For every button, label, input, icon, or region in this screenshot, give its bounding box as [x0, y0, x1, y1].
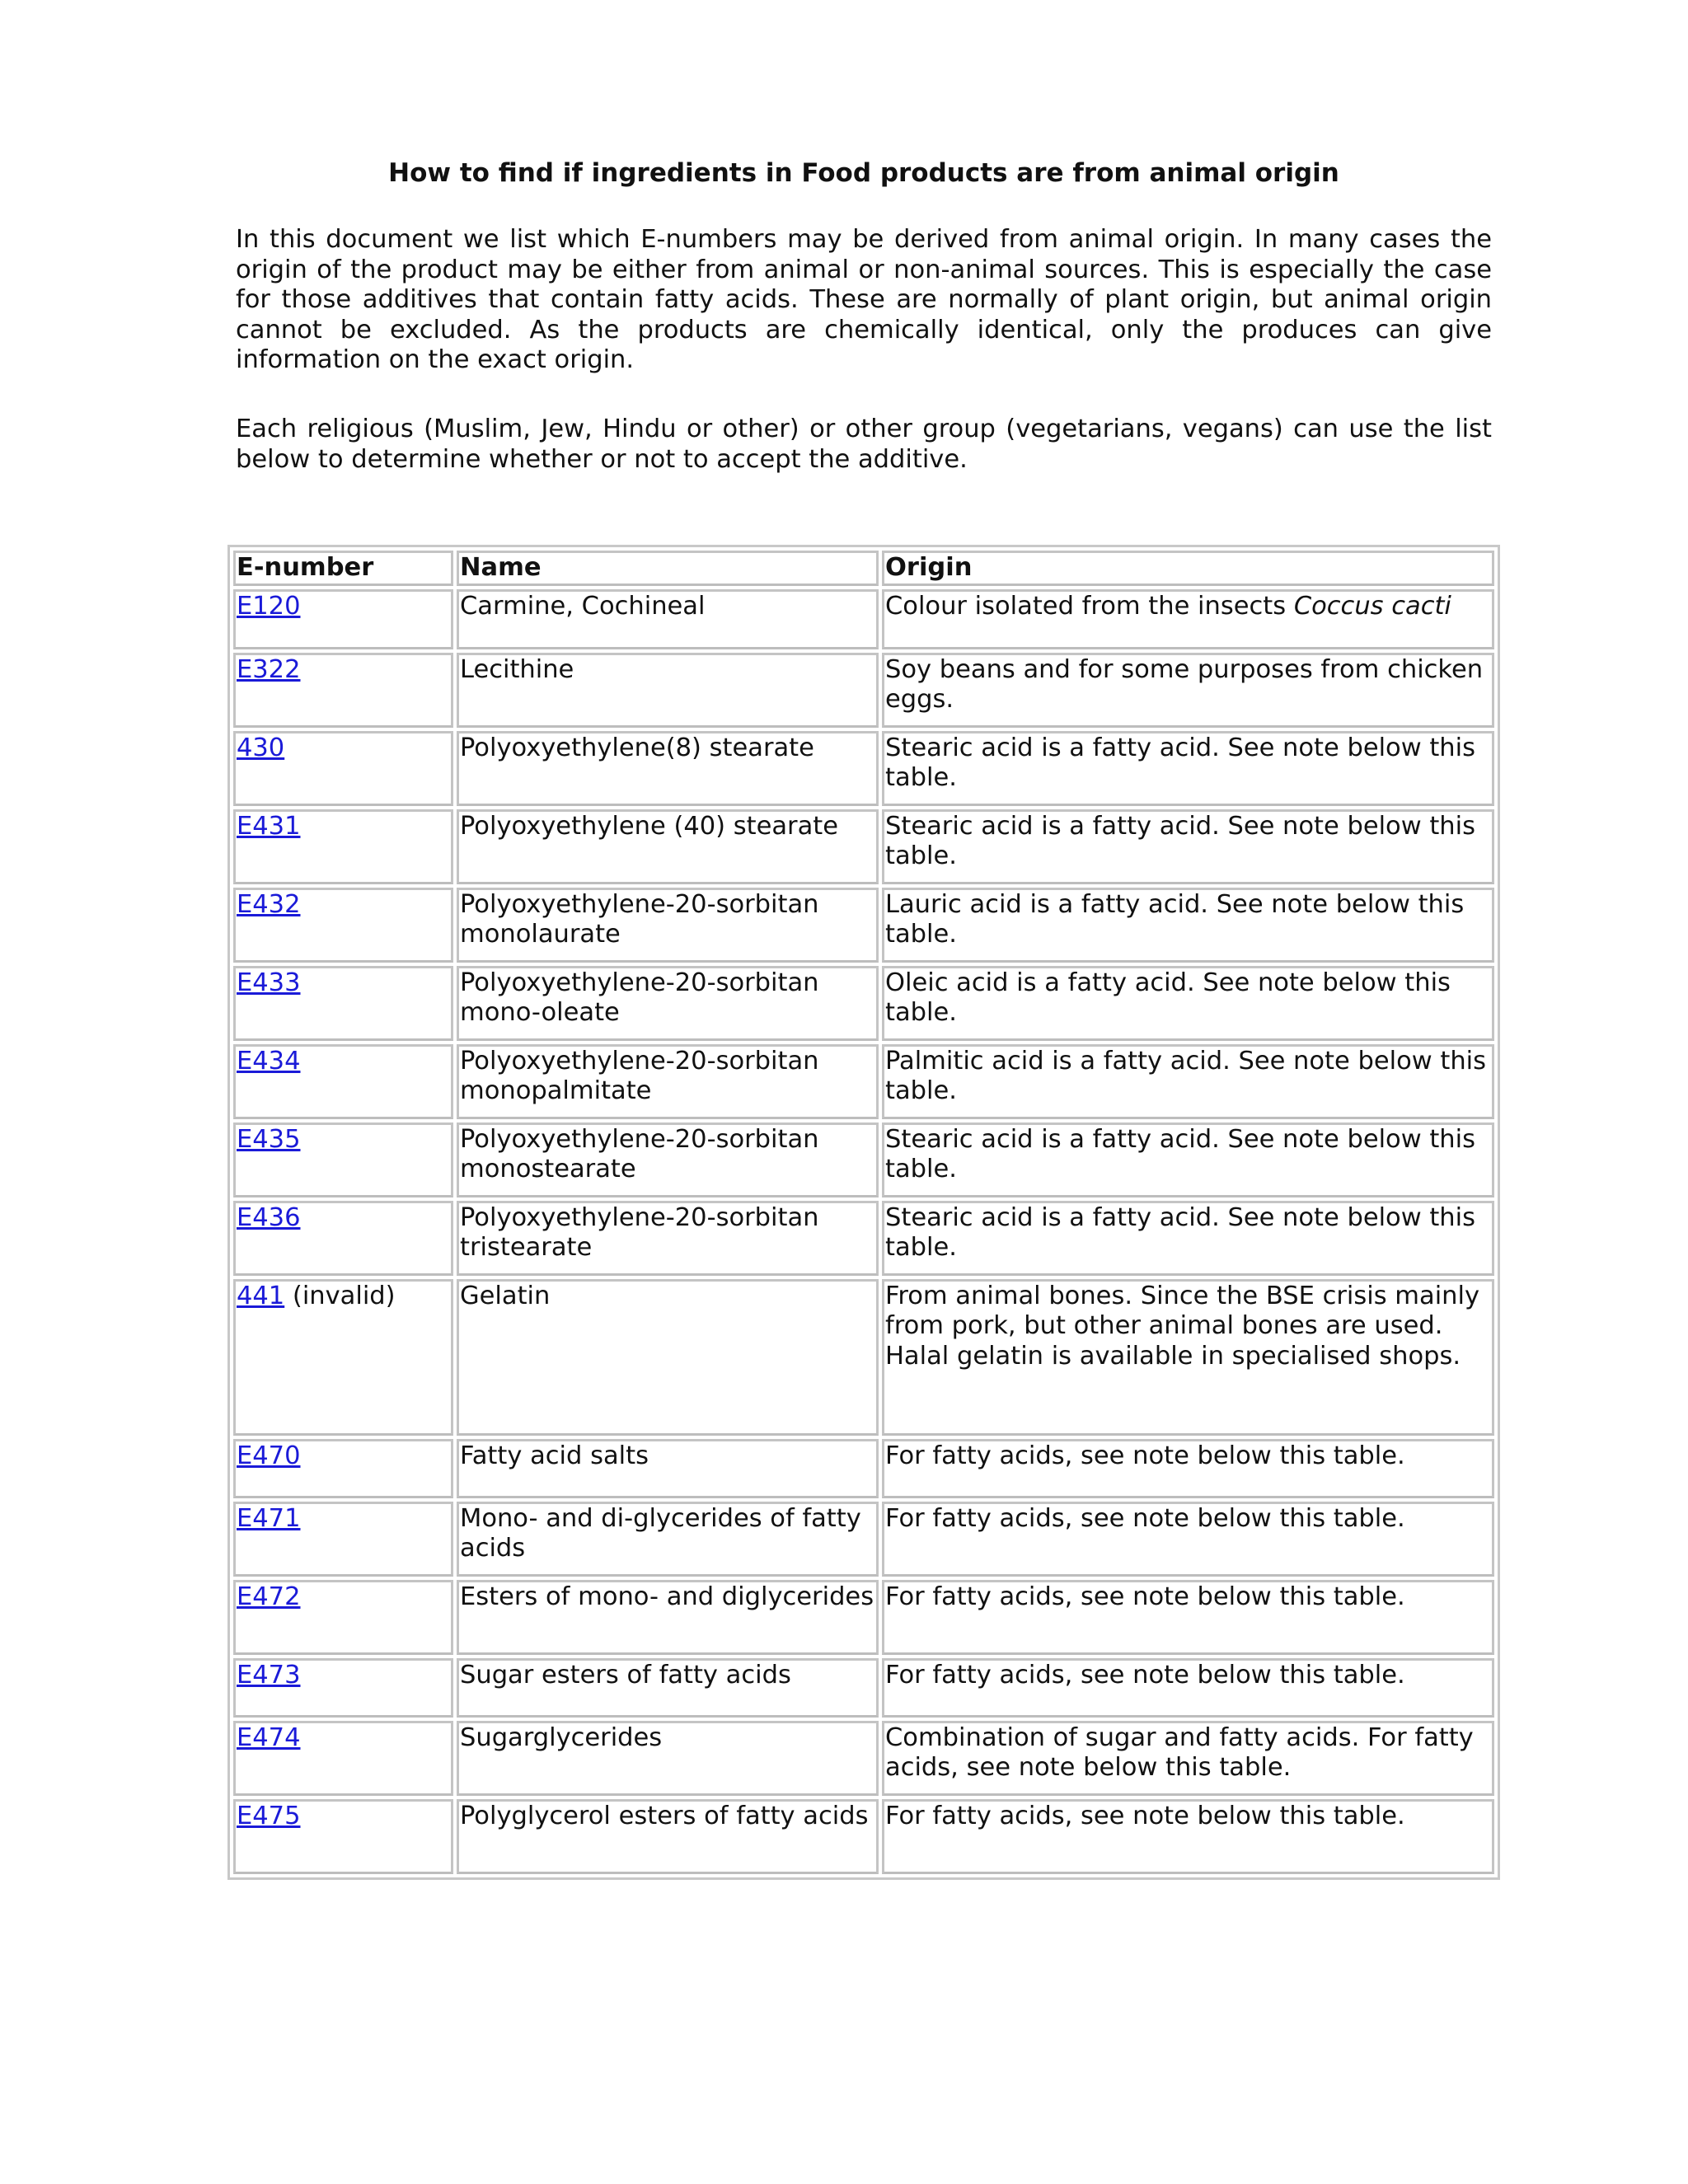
additive-name: Polyoxyethylene-20-sorbitan monopalmitate: [457, 1044, 879, 1119]
origin-cell: [882, 653, 1494, 728]
e-number-link[interactable]: E322: [237, 654, 301, 684]
additive-name: Mono- and di-glycerides of fatty acids: [457, 1502, 879, 1577]
e-number-link[interactable]: E436: [237, 1202, 301, 1232]
e-number-cell: [233, 1658, 453, 1718]
origin-text: Colour isolated from the insects: [885, 591, 1294, 621]
e-number-link[interactable]: E431: [237, 811, 301, 841]
intro-paragraph: In this document we list which E-numbers may be derived from animal origin. In many cases the origin of the product may be either from animal or non-animal sources. This is especially the case for those additives that contain fatty acids. These are normally of plant origin, but animal origin cannot be excluded. As the products are chemically identical, only the produces can give information on the exact origin.: [236, 225, 1492, 374]
additive-name: Carmine, Cochineal: [457, 589, 879, 649]
origin-cell: [882, 1580, 1494, 1655]
origin-text: For fatty acids, see note below this table.: [885, 1582, 1405, 1611]
additive-name: Polyoxyethylene-20-sorbitan monolaurate: [457, 888, 879, 963]
origin-text: For fatty acids, see note below this table.: [885, 1441, 1405, 1470]
additive-name: Polyglycerol esters of fatty acids: [457, 1799, 879, 1874]
origin-cell: [882, 1799, 1494, 1874]
e-number-cell: [233, 653, 453, 728]
e-number-link[interactable]: E471: [237, 1503, 301, 1533]
e-number-cell: [233, 1044, 453, 1119]
table-row: [233, 1044, 1494, 1119]
origin-cell: [882, 888, 1494, 963]
e-number-link[interactable]: E473: [237, 1660, 301, 1690]
origin-cell: [882, 1502, 1494, 1577]
additive-name: Sugar esters of fatty acids: [457, 1658, 879, 1718]
additive-name: Lecithine: [457, 653, 879, 728]
e-number-cell: [233, 1799, 453, 1874]
e-number-cell: [233, 966, 453, 1041]
e-number-cell: [233, 809, 453, 884]
e-number-link[interactable]: E120: [237, 591, 301, 621]
e-number-link[interactable]: E433: [237, 968, 301, 997]
additive-name: Sugarglycerides: [457, 1721, 879, 1796]
table-header-row: [233, 551, 1494, 586]
e-number-link[interactable]: E474: [237, 1722, 301, 1752]
origin-cell: [882, 1201, 1494, 1276]
origin-cell: [882, 1658, 1494, 1718]
additive-name: Polyoxyethylene(8) stearate: [457, 731, 879, 806]
origin-text: Oleic acid is a fatty acid. See note below this table.: [885, 968, 1451, 1027]
origin-cell: [882, 1279, 1494, 1436]
origin-cell: [882, 966, 1494, 1041]
origin-text: For fatty acids, see note below this table.: [885, 1503, 1405, 1533]
e-number-cell: [233, 888, 453, 963]
origin-cell: [882, 1044, 1494, 1119]
origin-cell: [882, 589, 1494, 649]
additive-name: Polyoxyethylene-20-sorbitan mono-oleate: [457, 966, 879, 1041]
e-number-table: [227, 545, 1500, 1880]
e-number-link[interactable]: 430: [237, 733, 285, 762]
e-number-link[interactable]: E475: [237, 1801, 301, 1830]
e-number-cell: [233, 1502, 453, 1577]
e-number-cell: [233, 1279, 453, 1436]
origin-text: Lauric acid is a fatty acid. See note below this table.: [885, 889, 1465, 949]
additive-name: Fatty acid salts: [457, 1439, 879, 1498]
origin-text: Stearic acid is a fatty acid. See note below this table.: [885, 811, 1476, 870]
table-row: [233, 589, 1494, 649]
origin-text: From animal bones. Since the BSE crisis mainly from pork, but other animal bones are used. Halal gelatin is available in specialised shops.: [885, 1281, 1480, 1371]
e-number-link[interactable]: E472: [237, 1582, 301, 1611]
table-row: [233, 1502, 1494, 1577]
table-row: [233, 966, 1494, 1041]
e-number-link[interactable]: E432: [237, 889, 301, 919]
origin-cell: [882, 809, 1494, 884]
table-row: [233, 653, 1494, 728]
origin-cell: [882, 1122, 1494, 1197]
table-row: [233, 1201, 1494, 1276]
header-e-number: E-number: [233, 551, 453, 586]
table-row: [233, 1439, 1494, 1498]
header-name: Name: [457, 551, 879, 586]
document-title: How to find if ingredients in Food products are from animal origin: [388, 158, 1339, 188]
table-row: [233, 1658, 1494, 1718]
e-number-cell: [233, 1580, 453, 1655]
origin-text: For fatty acids, see note below this table.: [885, 1801, 1405, 1830]
e-number-link[interactable]: 441: [237, 1281, 285, 1310]
origin-text: Soy beans and for some purposes from chicken eggs.: [885, 654, 1484, 714]
table-row: [233, 1799, 1494, 1874]
e-number-cell: [233, 589, 453, 649]
table-row: [233, 1122, 1494, 1197]
e-number-link[interactable]: E470: [237, 1441, 301, 1470]
origin-cell: [882, 731, 1494, 806]
e-number-cell: [233, 1721, 453, 1796]
origin-text: Combination of sugar and fatty acids. For fatty acids, see note below this table.: [885, 1722, 1474, 1782]
origin-text: Stearic acid is a fatty acid. See note below this table.: [885, 733, 1476, 792]
origin-text: Palmitic acid is a fatty acid. See note below this table.: [885, 1046, 1487, 1105]
e-number-cell: [233, 1201, 453, 1276]
usage-paragraph: Each religious (Muslim, Jew, Hindu or other) or other group (vegetarians, vegans) can use the list below to determine whether or not to accept the additive.: [236, 415, 1492, 474]
e-number-cell: [233, 1122, 453, 1197]
origin-text: Stearic acid is a fatty acid. See note below this table.: [885, 1202, 1476, 1262]
table-row: [233, 1580, 1494, 1655]
header-origin: Origin: [882, 551, 1494, 586]
origin-text: For fatty acids, see note below this table.: [885, 1660, 1405, 1690]
table-row: [233, 888, 1494, 963]
origin-species: Coccus cacti: [1293, 591, 1451, 621]
additive-name: Polyoxyethylene (40) stearate: [457, 809, 879, 884]
additive-name: Gelatin: [457, 1279, 879, 1436]
additive-name: Esters of mono- and diglycerides: [457, 1580, 879, 1655]
additive-name: Polyoxyethylene-20-sorbitan monostearate: [457, 1122, 879, 1197]
origin-text: Stearic acid is a fatty acid. See note below this table.: [885, 1124, 1476, 1183]
table-row: [233, 1279, 1494, 1436]
table-row: [233, 731, 1494, 806]
e-number-link[interactable]: E434: [237, 1046, 301, 1076]
additive-name: Polyoxyethylene-20-sorbitan tristearate: [457, 1201, 879, 1276]
origin-cell: [882, 1439, 1494, 1498]
e-number-cell: [233, 1439, 453, 1498]
e-number-cell: [233, 731, 453, 806]
origin-cell: [882, 1721, 1494, 1796]
table-row: [233, 1721, 1494, 1796]
e-number-note: (invalid): [284, 1281, 396, 1310]
table-row: [233, 809, 1494, 884]
e-number-link[interactable]: E435: [237, 1124, 301, 1154]
